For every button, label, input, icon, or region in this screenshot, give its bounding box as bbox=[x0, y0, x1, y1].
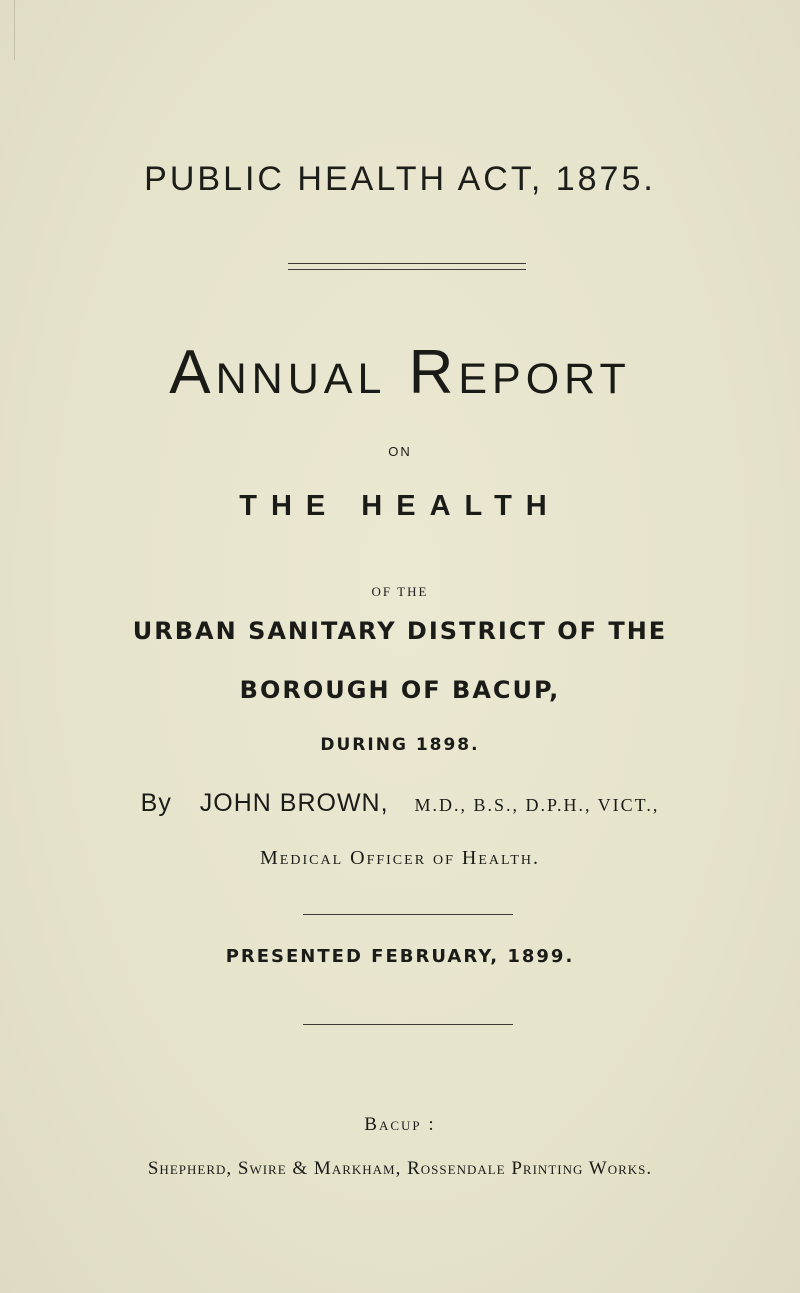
presented-rule-bottom bbox=[303, 1024, 513, 1025]
report-year: DURING 1898. bbox=[320, 735, 480, 755]
act-title: PUBLIC HEALTH ACT, 1875. bbox=[144, 160, 656, 198]
district-line-2: BOROUGH OF BACUP, bbox=[239, 676, 561, 704]
on-label: ON bbox=[388, 444, 412, 459]
imprint-place: Bacup : bbox=[364, 1114, 436, 1135]
author-by: By bbox=[140, 789, 172, 817]
title-rule-top bbox=[288, 263, 526, 264]
report-title: Annual Report bbox=[169, 338, 631, 407]
district-line-1: URBAN SANITARY DISTRICT OF THE bbox=[132, 617, 668, 645]
author-role: Medical Officer of Health. bbox=[260, 847, 540, 869]
presented-rule-top bbox=[303, 914, 513, 915]
imprint-printer: Shepherd, Swire & Markham, Rossendale Printing Works. bbox=[147, 1158, 653, 1179]
report-subject: THE HEALTH bbox=[239, 490, 561, 522]
author-name: JOHN BROWN, bbox=[199, 789, 389, 817]
author-line bbox=[0, 789, 800, 818]
page-edge-mark bbox=[0, 0, 15, 60]
of-the-label: OF THE bbox=[371, 584, 429, 599]
presented-date: PRESENTED FEBRUARY, 1899. bbox=[225, 946, 575, 967]
author-degrees: M.D., B.S., D.P.H., VICT., bbox=[414, 795, 660, 815]
title-rule-bottom bbox=[288, 269, 526, 270]
